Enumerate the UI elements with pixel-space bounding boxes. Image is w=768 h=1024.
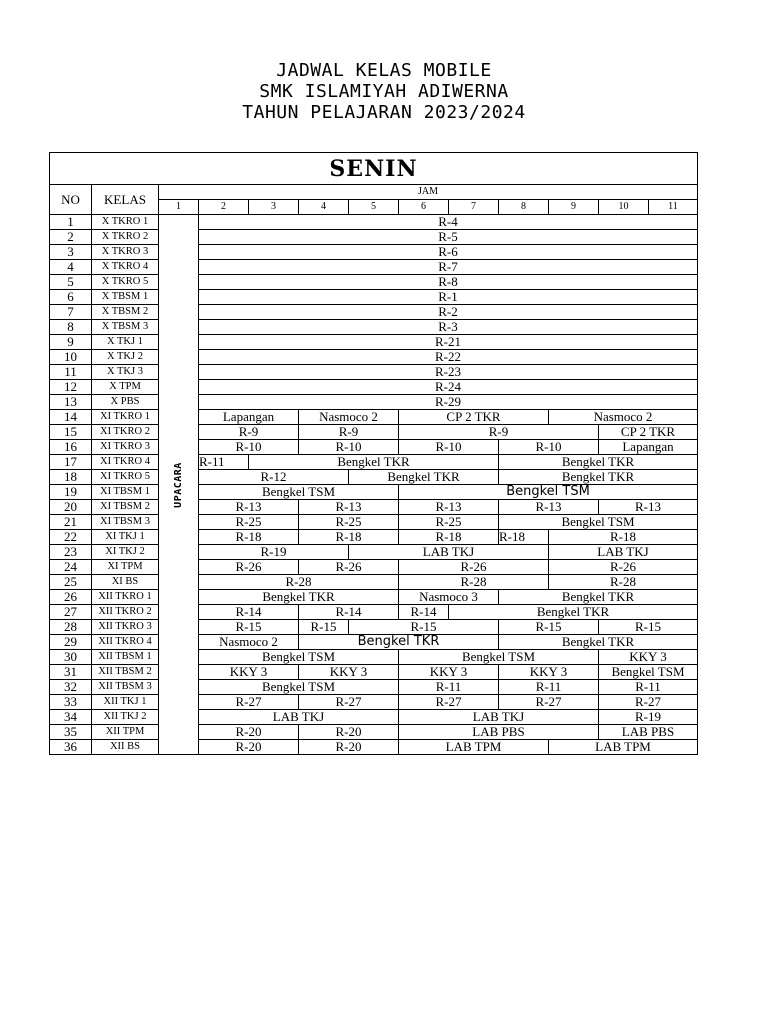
row-kelas: XII TKJ 2 [92,710,159,725]
schedule-cell: R-11 [199,455,249,470]
row-kelas: X TBSM 3 [92,320,159,335]
table-row [50,590,698,605]
table-row [50,260,698,275]
schedule-cell: R-10 [499,440,599,455]
schedule-cell: R-7 [199,260,698,275]
table-row [50,365,698,380]
row-no: 20 [50,500,92,515]
period-4: 4 [299,200,349,215]
row-no: 15 [50,425,92,440]
row-no: 24 [50,560,92,575]
schedule-cell: R-9 [399,425,599,440]
row-no: 5 [50,275,92,290]
row-no: 33 [50,695,92,710]
schedule-cell: KKY 3 [399,665,499,680]
table-row [50,560,698,575]
schedule-cell: R-28 [199,575,399,590]
table-row [50,275,698,290]
row-kelas: X TBSM 1 [92,290,159,305]
schedule-cell: Bengkel TKR [349,470,499,485]
schedule-cell: R-11 [399,680,499,695]
schedule-cell: Lapangan [199,410,299,425]
row-no: 7 [50,305,92,320]
schedule-cell: R-28 [549,575,698,590]
schedule-cell: R-4 [199,215,698,230]
row-kelas: XII TKRO 4 [92,635,159,650]
schedule-cell: KKY 3 [299,665,399,680]
schedule-cell: R-26 [399,560,549,575]
row-no: 23 [50,545,92,560]
schedule-cell: R-13 [599,500,698,515]
table-row [50,350,698,365]
schedule-cell: R-20 [199,725,299,740]
table-row [50,605,698,620]
schedule-cell: Nasmoco 2 [299,410,399,425]
row-kelas: XII TKRO 3 [92,620,159,635]
row-kelas: X TKRO 4 [92,260,159,275]
schedule-cell: R-26 [199,560,299,575]
schedule-cell: R-20 [199,740,299,755]
row-no: 4 [50,260,92,275]
table-row [50,380,698,395]
period-2: 2 [199,200,249,215]
row-no: 35 [50,725,92,740]
row-no: 19 [50,485,92,500]
schedule-cell: R-19 [599,710,698,725]
schedule-cell: Bengkel TKR [499,590,698,605]
row-kelas: XII TKRO 1 [92,590,159,605]
schedule-cell: CP 2 TKR [599,425,698,440]
header-row-1 [50,185,698,200]
row-kelas: XI TKRO 4 [92,455,159,470]
schedule-cell: R-18 [199,530,299,545]
row-kelas: XII TKRO 2 [92,605,159,620]
schedule-cell: R-27 [399,695,499,710]
schedule-cell: R-18 [499,530,549,545]
row-no: 27 [50,605,92,620]
schedule-cell: R-2 [199,305,698,320]
schedule-cell: KKY 3 [199,665,299,680]
period-5: 5 [349,200,399,215]
schedule-cell: Bengkel TKR [199,590,399,605]
row-kelas: X TKRO 3 [92,245,159,260]
schedule-cell: Bengkel TSM [199,680,399,695]
row-kelas: XI TKJ 2 [92,545,159,560]
schedule-cell: R-8 [199,275,698,290]
schedule-cell: LAB PBS [599,725,698,740]
header-no: NO [50,185,92,215]
table-row [50,500,698,515]
schedule-cell: R-15 [349,620,499,635]
schedule-cell: KKY 3 [499,665,599,680]
schedule-cell: R-20 [299,725,399,740]
schedule-cell: CP 2 TKR [399,410,549,425]
row-no: 9 [50,335,92,350]
row-no: 28 [50,620,92,635]
schedule-cell: Nasmoco 3 [399,590,499,605]
row-no: 8 [50,320,92,335]
table-row [50,305,698,320]
table-row [50,425,698,440]
row-kelas: XI TKRO 3 [92,440,159,455]
table-row [50,230,698,245]
row-kelas: XI BS [92,575,159,590]
table-row [50,515,698,530]
row-kelas: XI TKRO 5 [92,470,159,485]
row-no: 13 [50,395,92,410]
row-no: 34 [50,710,92,725]
row-kelas: XI TKRO 2 [92,425,159,440]
table-row [50,710,698,725]
schedule-cell: R-18 [399,530,499,545]
table-row [50,320,698,335]
schedule-cell: R-10 [199,440,299,455]
schedule-cell: R-25 [399,515,499,530]
schedule-cell: R-11 [599,680,698,695]
table-row [50,650,698,665]
period-11: 11 [649,200,698,215]
schedule-cell: R-15 [199,620,299,635]
row-kelas: X TBSM 2 [92,305,159,320]
schedule-cell: R-5 [199,230,698,245]
schedule-cell: Nasmoco 2 [549,410,698,425]
schedule-cell: LAB TKJ [399,710,599,725]
table-row [50,485,698,500]
row-no: 31 [50,665,92,680]
schedule-table [49,152,698,755]
row-no: 6 [50,290,92,305]
schedule-cell: Lapangan [599,440,698,455]
table-row [50,545,698,560]
row-no: 29 [50,635,92,650]
schedule-cell: LAB PBS [399,725,599,740]
schedule-cell: LAB TKJ [349,545,549,560]
schedule-cell: R-14 [299,605,399,620]
header-kelas: KELAS [92,185,159,215]
schedule-cell: Bengkel TSM [499,515,698,530]
row-no: 32 [50,680,92,695]
table-row [50,395,698,410]
schedule-cell: R-15 [299,620,349,635]
table-row [50,530,698,545]
schedule-cell: LAB TKJ [549,545,698,560]
table-row [50,665,698,680]
schedule-cell: R-25 [299,515,399,530]
row-kelas: XI TBSM 3 [92,515,159,530]
row-no: 16 [50,440,92,455]
row-kelas: XI TKJ 1 [92,530,159,545]
schedule-cell: R-15 [499,620,599,635]
table-row [50,680,698,695]
table-row [50,740,698,755]
table-row [50,575,698,590]
schedule-cell: KKY 3 [599,650,698,665]
row-kelas: XI TBSM 2 [92,500,159,515]
row-no: 21 [50,515,92,530]
schedule-cell: R-6 [199,245,698,260]
schedule-cell: Bengkel TKR [499,455,698,470]
schedule-cell: Bengkel TKR [499,470,698,485]
schedule-cell: LAB TPM [399,740,549,755]
period-10: 10 [599,200,649,215]
title-line-2: SMK ISLAMIYAH ADIWERNA [259,81,509,102]
schedule-cell: R-27 [299,695,399,710]
schedule-cell: Bengkel TKR [449,605,698,620]
schedule-cell: Nasmoco 2 [199,635,299,650]
day-title: SENIN [50,153,698,185]
row-no: 11 [50,365,92,380]
row-no: 36 [50,740,92,755]
schedule-cell: Bengkel TKR [299,635,499,650]
row-kelas: XII TKJ 1 [92,695,159,710]
schedule-cell: R-1 [199,290,698,305]
row-no: 14 [50,410,92,425]
schedule-cell: R-26 [549,560,698,575]
schedule-cell: R-27 [499,695,599,710]
table-row [50,695,698,710]
schedule-cell: R-3 [199,320,698,335]
row-no: 3 [50,245,92,260]
schedule-cell: Bengkel TSM [199,485,399,500]
day-row [50,153,698,185]
schedule-cell: R-13 [399,500,499,515]
row-no: 30 [50,650,92,665]
row-no: 17 [50,455,92,470]
row-kelas: XI TBSM 1 [92,485,159,500]
table-row [50,245,698,260]
table-row [50,335,698,350]
header-jam: JAM [159,185,698,200]
title-line-3: TAHUN PELAJARAN 2023/2024 [242,102,526,123]
period-6: 6 [399,200,449,215]
schedule-cell: R-27 [199,695,299,710]
schedule-cell: Bengkel TKR [499,635,698,650]
period-8: 8 [499,200,549,215]
schedule-cell: R-27 [599,695,698,710]
row-kelas: XII TBSM 1 [92,650,159,665]
schedule-cell: R-26 [299,560,399,575]
schedule-cell: R-13 [199,500,299,515]
row-kelas: XII TBSM 2 [92,665,159,680]
schedule-cell: R-13 [299,500,399,515]
schedule-cell: R-20 [299,740,399,755]
row-no: 25 [50,575,92,590]
row-kelas: X TPM [92,380,159,395]
row-kelas: X TKRO 5 [92,275,159,290]
schedule-cell: R-18 [549,530,698,545]
row-kelas: X TKJ 3 [92,365,159,380]
schedule-cell: R-28 [399,575,549,590]
row-kelas: XI TPM [92,560,159,575]
table-row [50,725,698,740]
row-kelas: XII TBSM 3 [92,680,159,695]
schedule-cell: R-25 [199,515,299,530]
schedule-cell: R-10 [399,440,499,455]
table-row [50,455,698,470]
row-no: 26 [50,590,92,605]
schedule-cell: R-21 [199,335,698,350]
schedule-cell: R-14 [399,605,449,620]
table-row [50,440,698,455]
title-line-1: JADWAL KELAS MOBILE [276,60,492,81]
row-no: 22 [50,530,92,545]
row-kelas: X PBS [92,395,159,410]
row-kelas: XI TKRO 1 [92,410,159,425]
schedule-cell: R-14 [199,605,299,620]
schedule-cell: R-13 [499,500,599,515]
row-kelas: X TKRO 2 [92,230,159,245]
table-row [50,620,698,635]
table-row [50,215,698,230]
table-row [50,290,698,305]
schedule-cell: R-18 [299,530,399,545]
row-kelas: XII TPM [92,725,159,740]
schedule-cell: Bengkel TSM [199,650,399,665]
schedule-cell: R-29 [199,395,698,410]
schedule-cell: Bengkel TKR [249,455,499,470]
table-row [50,635,698,650]
schedule-cell: R-9 [299,425,399,440]
period-7: 7 [449,200,499,215]
table-row [50,410,698,425]
schedule-cell: R-9 [199,425,299,440]
row-no: 18 [50,470,92,485]
period-3: 3 [249,200,299,215]
schedule-cell: Bengkel TSM [399,485,698,500]
upacara-cell [159,215,199,755]
row-no: 10 [50,350,92,365]
schedule-cell: R-11 [499,680,599,695]
schedule-cell: R-22 [199,350,698,365]
schedule-cell: R-24 [199,380,698,395]
table-row [50,470,698,485]
row-kelas: XII BS [92,740,159,755]
row-no: 2 [50,230,92,245]
row-no: 12 [50,380,92,395]
schedule-cell: R-23 [199,365,698,380]
schedule-cell: LAB TKJ [199,710,399,725]
schedule-cell: R-10 [299,440,399,455]
upacara-label: UPACARA [172,461,184,508]
schedule-cell: Bengkel TSM [599,665,698,680]
row-kelas: X TKRO 1 [92,215,159,230]
period-1: 1 [159,200,199,215]
schedule-cell: R-15 [599,620,698,635]
row-kelas: X TKJ 1 [92,335,159,350]
row-kelas: X TKJ 2 [92,350,159,365]
period-9: 9 [549,200,599,215]
schedule-cell: Bengkel TSM [399,650,599,665]
schedule-cell: R-12 [199,470,349,485]
schedule-cell: R-19 [199,545,349,560]
schedule-cell: LAB TPM [549,740,698,755]
row-no: 1 [50,215,92,230]
